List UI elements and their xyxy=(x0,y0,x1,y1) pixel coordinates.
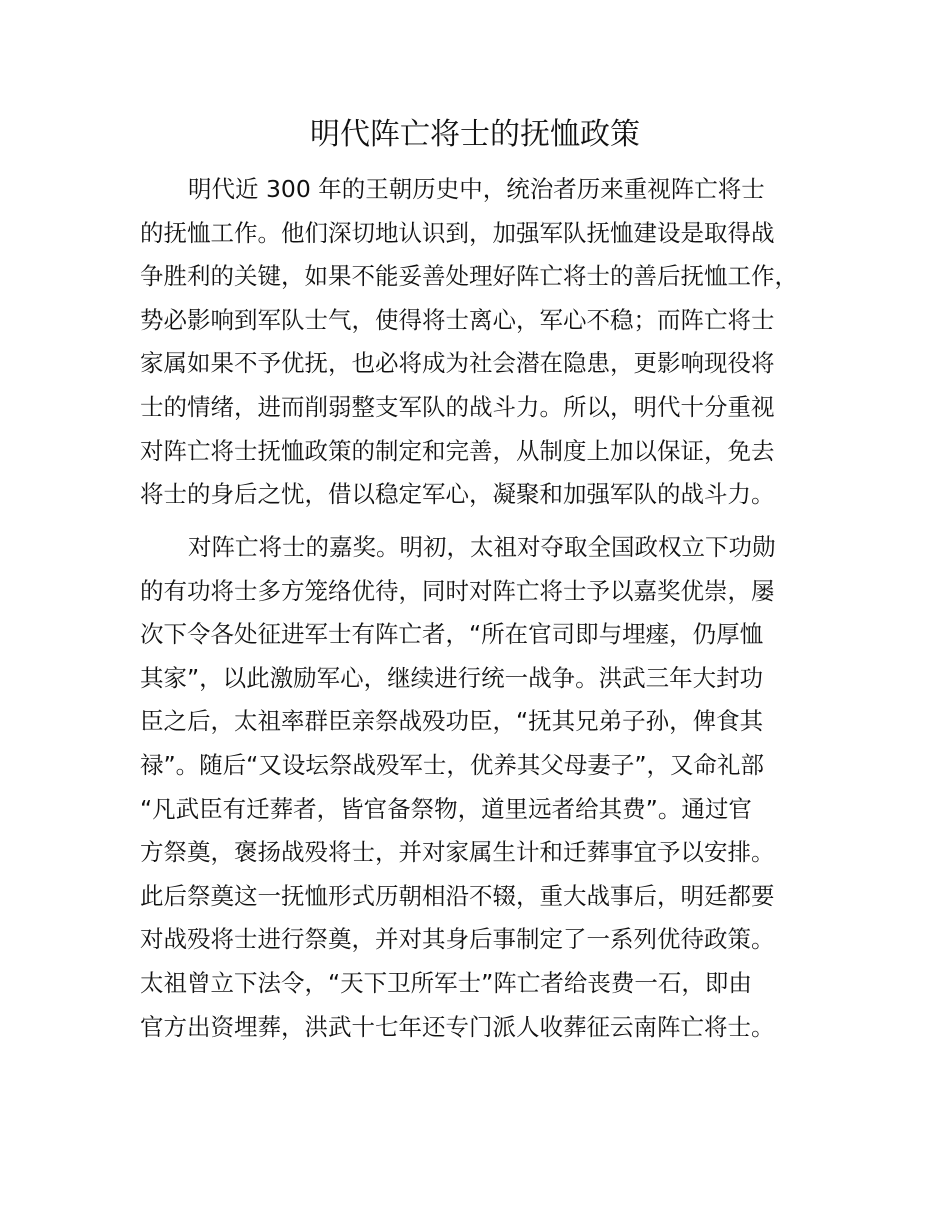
text-line: 将士的身后之忧，借以稳定军心，凝聚和加强军队的战斗力。 xyxy=(140,480,775,509)
document-title: 明代阵亡将士的抚恤政策 xyxy=(310,117,640,152)
text-line: 的抚恤工作。他们深切地认识到，加强军队抚恤建设是取得战 xyxy=(140,218,775,247)
text-line: 此后祭奠这一抚恤形式历朝相沿不辍，重大战事后，明廷都要 xyxy=(140,881,775,910)
paragraph-2 xyxy=(140,526,840,1049)
text-line: 官方出资埋葬，洪武十七年还专门派人收葬征云南阵亡将士。 xyxy=(140,1012,775,1041)
paragraph-1 xyxy=(140,168,840,517)
text-line: 对战殁将士进行祭奠，并对其身后事制定了一系列优待政策。 xyxy=(140,925,775,954)
text-line: 对阵亡将士的嘉奖。明初，太祖对夺取全国政权立下功勋 xyxy=(188,533,776,561)
text-line: 其家”，以此激励军心，继续进行统一战争。洪武三年大封功 xyxy=(140,663,764,692)
text-line: 臣之后，太祖率群臣亲祭战殁功臣，“抚其兄弟子孙，俾食其 xyxy=(140,707,764,736)
text-line: 方祭奠，褒扬战殁将士，并对家属生计和迁葬事宜予以安排。 xyxy=(140,838,775,867)
text-line: 争胜利的关键，如果不能妥善处理好阵亡将士的善后抚恤工作， xyxy=(140,262,798,291)
text-line: 对阵亡将士抚恤政策的制定和完善，从制度上加以保证，免去 xyxy=(140,436,775,465)
text-line: 家属如果不予优抚，也必将成为社会潜在隐患，更影响现役将 xyxy=(140,349,775,378)
text-line: 明代近 300 年的王朝历史中，统治者历来重视阵亡将士 xyxy=(188,175,765,203)
text-line: 禄”。随后“又设坛祭战殁军士，优养其父母妻子”，又命礼部 xyxy=(140,750,765,779)
text-line: 的有功将士多方笼络优待，同时对阵亡将士予以嘉奖优崇，屡 xyxy=(140,576,775,605)
text-line: 太祖曾立下法令，“天下卫所军士”阵亡者给丧费一石，即由 xyxy=(140,968,752,997)
text-line: 士的情绪，进而削弱整支军队的战斗力。所以，明代十分重视 xyxy=(140,392,775,421)
text-line: “凡武臣有迁葬者，皆官备祭物，道里远者给其费”。通过官 xyxy=(140,794,752,823)
text-line: 势必影响到军队士气，使得将士离心，军心不稳；而阵亡将士 xyxy=(140,305,775,334)
text-line: 次下令各处征进军士有阵亡者，“所在官司即与埋瘗，仍厚恤 xyxy=(140,620,764,649)
